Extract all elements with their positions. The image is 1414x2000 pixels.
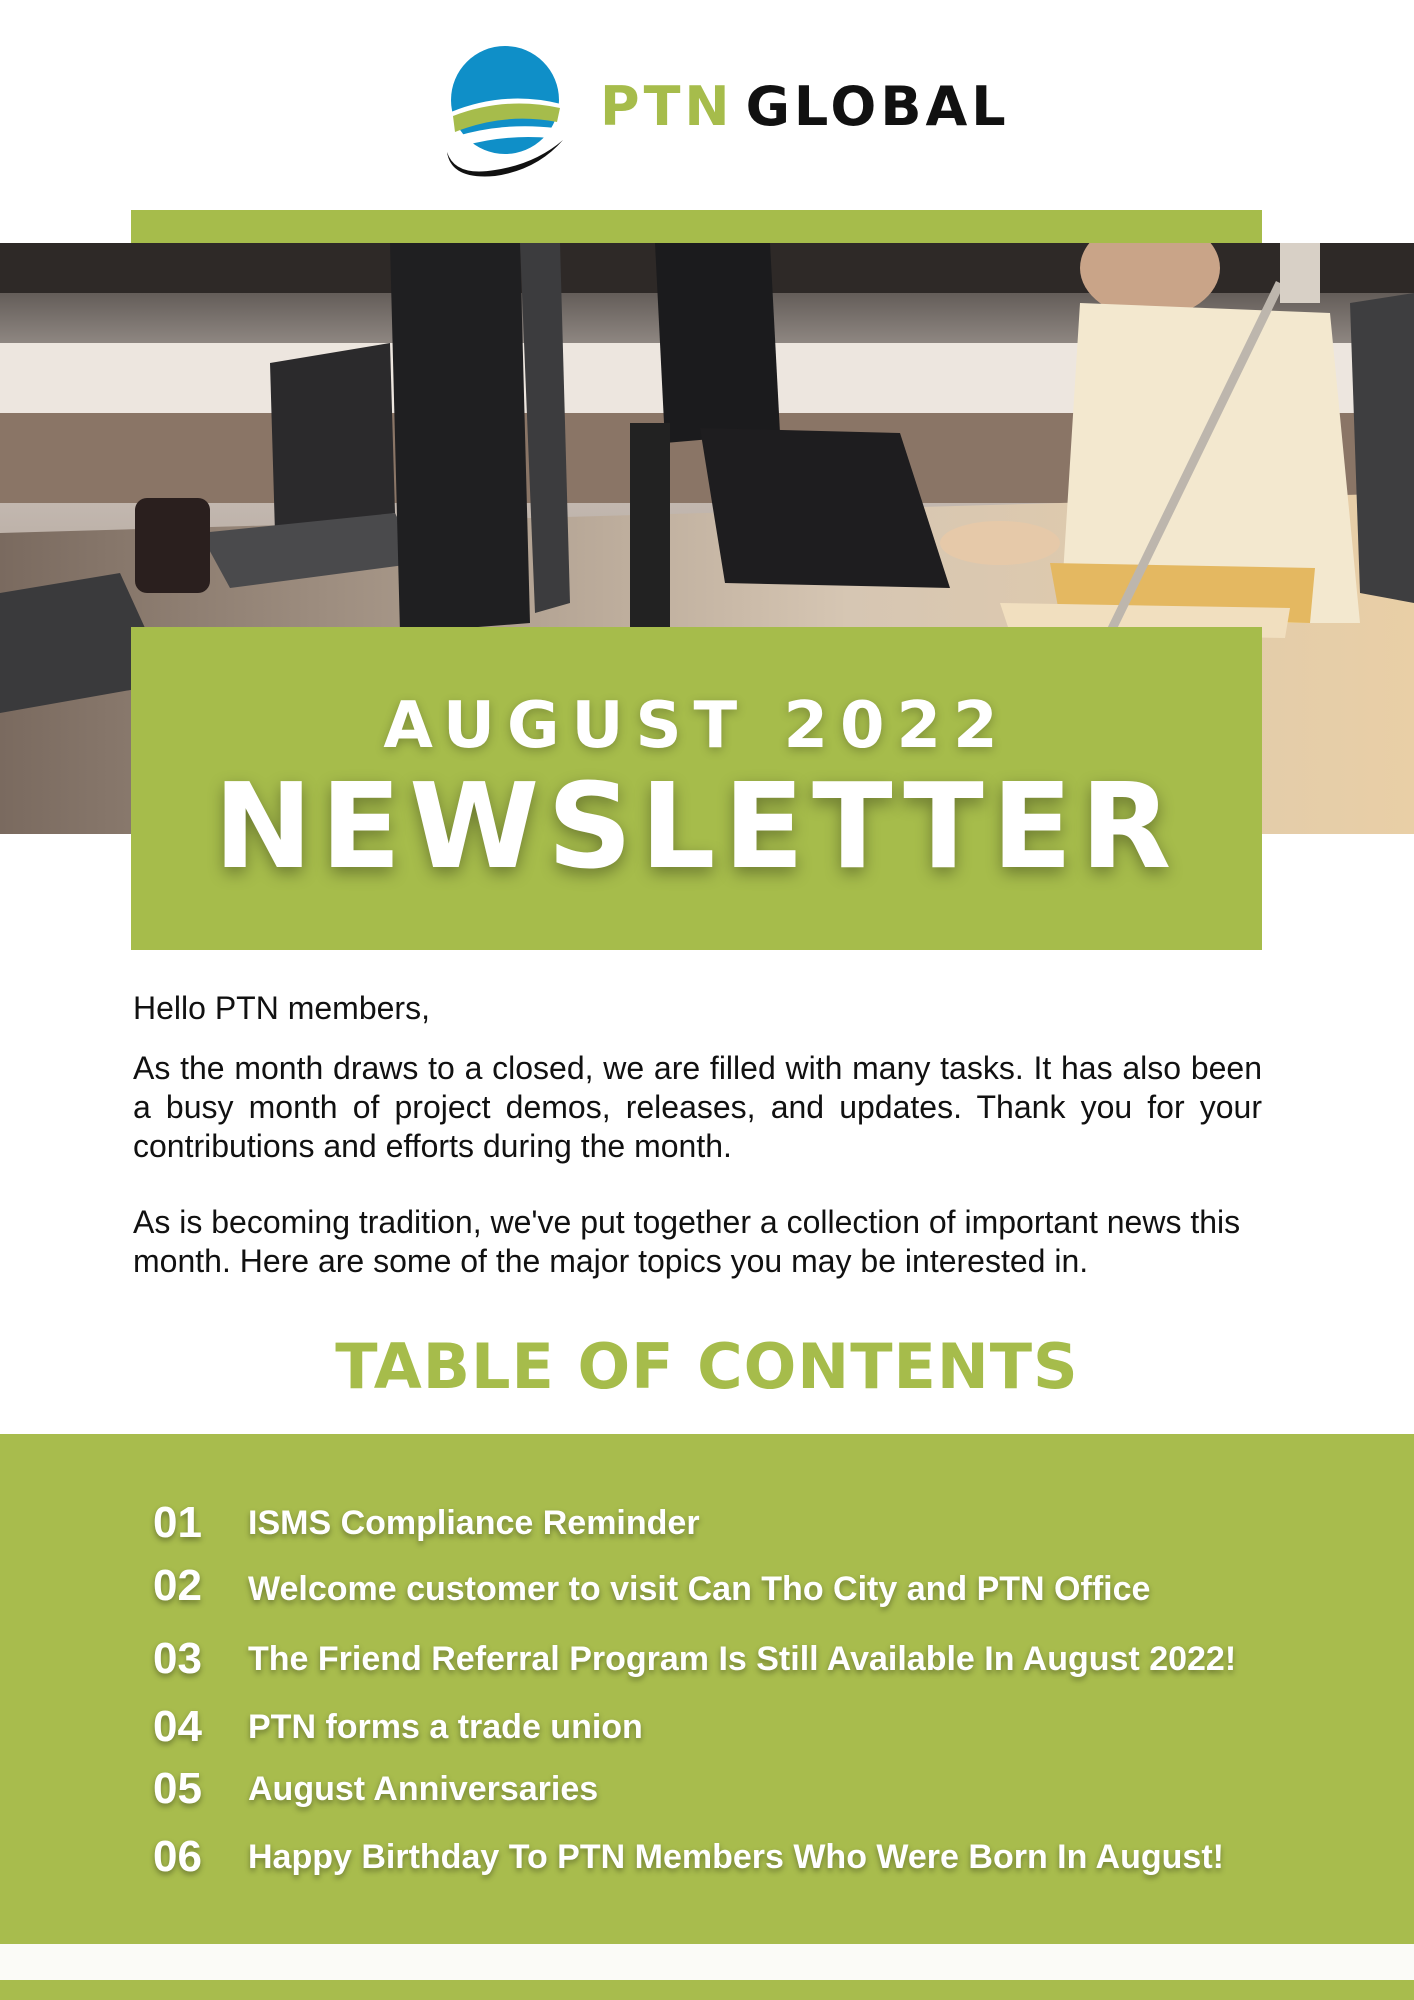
header-accent-bar bbox=[131, 210, 1262, 243]
toc-item-number: 04 bbox=[153, 1702, 202, 1751]
toc-item-title: August Anniversaries bbox=[248, 1770, 599, 1808]
issue-month: AUGUST 2022 bbox=[383, 689, 1010, 763]
brand-name-ptn: PTN bbox=[600, 75, 734, 138]
toc-item-title: PTN forms a trade union bbox=[248, 1708, 643, 1746]
brand-wordmark bbox=[600, 75, 1010, 138]
globe-logo-icon bbox=[445, 42, 567, 177]
brand-name-global: GLOBAL bbox=[745, 75, 1010, 138]
newsletter-title-panel bbox=[131, 627, 1262, 950]
toc-item-number: 02 bbox=[153, 1561, 202, 1610]
greeting-text: Hello PTN members, bbox=[133, 990, 430, 1026]
toc-item-title: Happy Birthday To PTN Members Who Were Born In August! bbox=[248, 1838, 1224, 1876]
toc-item-number: 05 bbox=[153, 1764, 202, 1813]
toc-heading: TABLE OF CONTENTS bbox=[335, 1330, 1079, 1403]
toc-item-title: The Friend Referral Program Is Still Available In August 2022! bbox=[248, 1640, 1237, 1678]
toc-item-title: Welcome customer to visit Can Tho City and PTN Office bbox=[248, 1570, 1151, 1608]
toc-item-title: ISMS Compliance Reminder bbox=[248, 1504, 700, 1542]
toc-item-number: 01 bbox=[153, 1498, 202, 1547]
intro-paragraph-2: As is becoming tradition, we've put together a collection of important news this month. Here are some of the major topics you may be interested in. bbox=[133, 1204, 1241, 1279]
toc-item-number: 06 bbox=[153, 1832, 202, 1881]
brand-logo bbox=[445, 42, 1010, 182]
newsletter-title: NEWSLETTER bbox=[213, 757, 1180, 895]
toc-item-number: 03 bbox=[153, 1634, 202, 1683]
toc-panel bbox=[0, 1434, 1414, 1944]
footer-strip bbox=[0, 1944, 1414, 1980]
intro-paragraph-1: As the month draws to a closed, we are filled with many tasks. It has also been a busy month of project demos, releases, and updates. Thank you for your contributions and efforts during the month. bbox=[133, 1050, 1262, 1164]
footer-accent-bar bbox=[0, 1980, 1414, 2000]
